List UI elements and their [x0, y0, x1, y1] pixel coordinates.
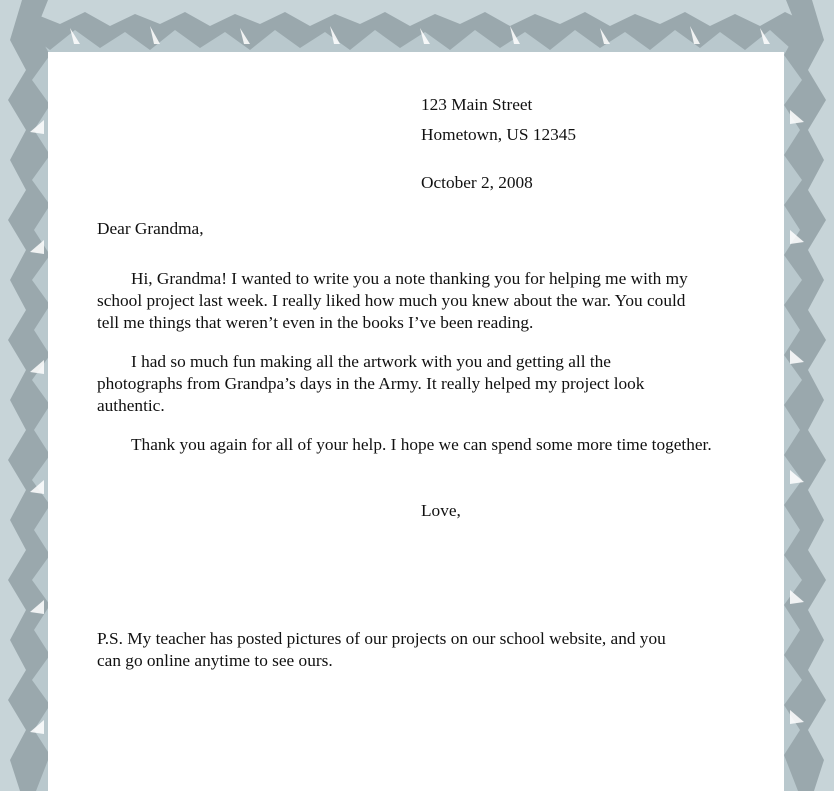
paragraph-1-line-3: tell me things that weren’t even in the books I’ve been reading. [97, 313, 534, 332]
letter-date: October 2, 2008 [421, 173, 533, 192]
paragraph-2-line-2: photographs from Grandpa’s days in the Army. It really helped my project look [97, 374, 645, 393]
address-street: 123 Main Street [421, 95, 533, 114]
paragraph-1-line-1: Hi, Grandma! I wanted to write you a note thanking you for helping me with my [131, 269, 688, 288]
salutation: Dear Grandma, [97, 219, 204, 238]
postscript-line-1: P.S. My teacher has posted pictures of our projects on our school website, and you [97, 629, 666, 648]
closing: Love, [421, 501, 461, 520]
paragraph-3-line-1: Thank you again for all of your help. I hope we can spend some more time together. [131, 435, 712, 454]
letter-paper [48, 52, 784, 791]
postscript-line-2: can go online anytime to see ours. [97, 651, 333, 670]
address-city: Hometown, US 12345 [421, 125, 577, 144]
paragraph-2-line-3: authentic. [97, 396, 165, 415]
paragraph-1-line-2: school project last week. I really liked how much you knew about the war. You could [97, 291, 686, 310]
paragraph-2-line-1: I had so much fun making all the artwork with you and getting all the [131, 352, 611, 371]
